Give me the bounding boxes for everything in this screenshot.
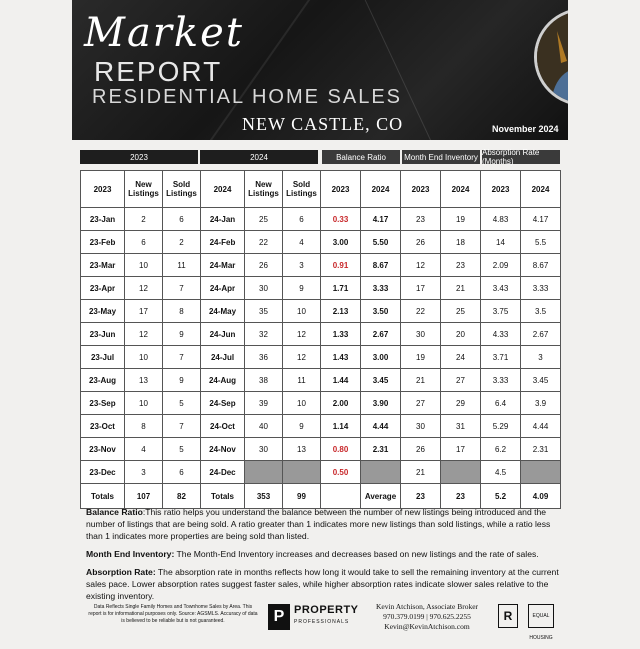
column-header-row bbox=[81, 171, 561, 208]
table-cell: 3.00 bbox=[361, 346, 401, 369]
totals-cell: 5.2 bbox=[481, 484, 521, 509]
table-cell: 5 bbox=[163, 438, 201, 461]
table-cell: 10 bbox=[283, 392, 321, 415]
note-balance-label: Balance Ratio bbox=[86, 507, 143, 517]
table-cell: 1.14 bbox=[321, 415, 361, 438]
table-cell: 10 bbox=[125, 392, 163, 415]
table-row bbox=[81, 208, 561, 231]
table-cell: 23-Jan bbox=[81, 208, 125, 231]
table-cell: 23-May bbox=[81, 300, 125, 323]
table-cell: 2.00 bbox=[321, 392, 361, 415]
table-cell: 24-Sep bbox=[201, 392, 245, 415]
table-cell: 4.83 bbox=[481, 208, 521, 231]
table-cell: 35 bbox=[245, 300, 283, 323]
table-cell: 7 bbox=[163, 346, 201, 369]
table-cell: 3 bbox=[125, 461, 163, 484]
note-absorption-label: Absorption Rate: bbox=[86, 567, 156, 577]
table-cell: 3 bbox=[521, 346, 561, 369]
table-cell: 1.33 bbox=[321, 323, 361, 346]
table-row bbox=[81, 254, 561, 277]
equal-housing-icon: EQUAL HOUSING bbox=[528, 604, 554, 628]
table-cell: 2.09 bbox=[481, 254, 521, 277]
script-title: Market bbox=[84, 10, 244, 56]
note-inventory-text: The Month-End Inventory increases and decreases based on new listings and the rate of sales. bbox=[174, 549, 539, 559]
table-cell: 4.33 bbox=[481, 323, 521, 346]
table-cell: 23-Jul bbox=[81, 346, 125, 369]
table-cell: 23-Sep bbox=[81, 392, 125, 415]
table-cell: 8.67 bbox=[361, 254, 401, 277]
column-header: Sold Listings bbox=[283, 171, 321, 208]
column-header: 2023 bbox=[321, 171, 361, 208]
table-cell: 3.45 bbox=[521, 369, 561, 392]
table-cell: 25 bbox=[245, 208, 283, 231]
table-cell: 3.75 bbox=[481, 300, 521, 323]
table-row bbox=[81, 392, 561, 415]
table-row bbox=[81, 415, 561, 438]
table-row bbox=[81, 369, 561, 392]
footer bbox=[80, 600, 560, 640]
table-row bbox=[81, 300, 561, 323]
table-row bbox=[81, 438, 561, 461]
table-cell: 9 bbox=[163, 369, 201, 392]
table-cell: 9 bbox=[283, 277, 321, 300]
table-cell: 12 bbox=[125, 323, 163, 346]
table-cell: 30 bbox=[245, 277, 283, 300]
table-cell: 1.71 bbox=[321, 277, 361, 300]
column-header: 2024 bbox=[441, 171, 481, 208]
notes-section bbox=[86, 506, 566, 608]
report-subtitle: RESIDENTIAL HOME SALES bbox=[92, 86, 402, 108]
table-cell: 11 bbox=[163, 254, 201, 277]
table-cell: 39 bbox=[245, 392, 283, 415]
table-cell: 2 bbox=[163, 231, 201, 254]
report-title: REPORT bbox=[94, 56, 223, 87]
table-cell: 24-Oct bbox=[201, 415, 245, 438]
table-cell: 10 bbox=[125, 346, 163, 369]
table-cell: 4.44 bbox=[521, 415, 561, 438]
table-cell: 6 bbox=[163, 461, 201, 484]
totals-cell: 353 bbox=[245, 484, 283, 509]
group-header-inventory: Month End Inventory bbox=[402, 150, 480, 164]
table-row bbox=[81, 277, 561, 300]
table-cell: 3.33 bbox=[361, 277, 401, 300]
totals-cell: 99 bbox=[283, 484, 321, 509]
table-cell: 22 bbox=[401, 300, 441, 323]
table-cell: 21 bbox=[441, 277, 481, 300]
table-cell: 5 bbox=[163, 392, 201, 415]
note-absorption bbox=[86, 566, 566, 602]
table-cell: 23-Nov bbox=[81, 438, 125, 461]
table-cell: 12 bbox=[401, 254, 441, 277]
table-cell: 24-Jan bbox=[201, 208, 245, 231]
table-cell: 0.80 bbox=[321, 438, 361, 461]
totals-cell: Totals bbox=[201, 484, 245, 509]
column-header: 2024 bbox=[521, 171, 561, 208]
table-cell: 20 bbox=[441, 323, 481, 346]
table-cell: 3.33 bbox=[481, 369, 521, 392]
column-header: Sold Listings bbox=[163, 171, 201, 208]
agent-name: Kevin Atchison, Associate Broker bbox=[375, 602, 479, 611]
table-cell: 11 bbox=[283, 369, 321, 392]
table-cell: 24-Jun bbox=[201, 323, 245, 346]
table-cell: 4.44 bbox=[361, 415, 401, 438]
column-header: 2023 bbox=[81, 171, 125, 208]
table-cell: 3.90 bbox=[361, 392, 401, 415]
group-header-2023: 2023 bbox=[80, 150, 198, 164]
table-cell: 25 bbox=[441, 300, 481, 323]
table-cell: 4.17 bbox=[521, 208, 561, 231]
table-cell: 30 bbox=[245, 438, 283, 461]
table-cell: 4.5 bbox=[481, 461, 521, 484]
table-cell bbox=[283, 461, 321, 484]
table-cell: 23 bbox=[401, 208, 441, 231]
table-cell: 6 bbox=[125, 231, 163, 254]
table-cell: 12 bbox=[283, 323, 321, 346]
table-cell: 24-Mar bbox=[201, 254, 245, 277]
table-cell: 3.43 bbox=[481, 277, 521, 300]
table-row bbox=[81, 231, 561, 254]
table-cell: 24-Nov bbox=[201, 438, 245, 461]
column-header: 2023 bbox=[401, 171, 441, 208]
totals-row bbox=[81, 484, 561, 509]
table-cell: 10 bbox=[125, 254, 163, 277]
disclaimer: Data Reflects Single Family Homes and Townhome Sales by Area. This report is for informational purposes only. Source: AGSMLS. Accuracy of data is believed to be reliable but is not guaranteed. bbox=[88, 604, 258, 624]
column-header: 2024 bbox=[201, 171, 245, 208]
table-cell: 3.71 bbox=[481, 346, 521, 369]
totals-cell bbox=[321, 484, 361, 509]
table-cell: 9 bbox=[283, 415, 321, 438]
table-cell: 3.33 bbox=[521, 277, 561, 300]
table-cell: 22 bbox=[245, 231, 283, 254]
table-cell bbox=[521, 461, 561, 484]
table-cell: 13 bbox=[283, 438, 321, 461]
table-cell: 23-Mar bbox=[81, 254, 125, 277]
agent-email[interactable]: Kevin@KevinAtchison.com bbox=[384, 622, 470, 631]
table-cell: 23-Oct bbox=[81, 415, 125, 438]
table-cell: 26 bbox=[401, 438, 441, 461]
table-cell: 26 bbox=[401, 231, 441, 254]
agent-photo bbox=[534, 8, 568, 106]
table-cell: 6.4 bbox=[481, 392, 521, 415]
table-cell: 24-Feb bbox=[201, 231, 245, 254]
table-cell: 1.44 bbox=[321, 369, 361, 392]
totals-cell: 107 bbox=[125, 484, 163, 509]
table-cell: 32 bbox=[245, 323, 283, 346]
brokerage-sub: PROFESSIONALS bbox=[294, 619, 350, 625]
data-table bbox=[80, 170, 561, 509]
table-cell bbox=[245, 461, 283, 484]
totals-cell: 23 bbox=[441, 484, 481, 509]
table-cell bbox=[441, 461, 481, 484]
table-cell: 3 bbox=[283, 254, 321, 277]
table-cell: 9 bbox=[163, 323, 201, 346]
table-cell: 38 bbox=[245, 369, 283, 392]
header-banner bbox=[72, 0, 568, 140]
table-cell: 31 bbox=[441, 415, 481, 438]
group-header-absorption: Absorption Rate (Months) bbox=[482, 150, 560, 164]
brokerage-name: PROPERTY bbox=[294, 604, 359, 616]
brokerage-logo-icon: P bbox=[268, 604, 290, 630]
table-cell: 26 bbox=[245, 254, 283, 277]
realtor-icon: R bbox=[498, 604, 518, 628]
report-month: November 2024 bbox=[492, 124, 559, 134]
group-header-2024: 2024 bbox=[200, 150, 318, 164]
table-cell: 23-Apr bbox=[81, 277, 125, 300]
table-cell: 1.43 bbox=[321, 346, 361, 369]
note-balance bbox=[86, 506, 566, 542]
column-header: 2024 bbox=[361, 171, 401, 208]
table-cell: 0.33 bbox=[321, 208, 361, 231]
table-row bbox=[81, 461, 561, 484]
table-cell: 29 bbox=[441, 392, 481, 415]
table-cell: 2.31 bbox=[521, 438, 561, 461]
agent-phones: 970.379.0199 | 970.625.2255 bbox=[383, 612, 471, 621]
table-cell: 4.17 bbox=[361, 208, 401, 231]
table-cell: 19 bbox=[401, 346, 441, 369]
table-cell: 10 bbox=[283, 300, 321, 323]
table-cell: 21 bbox=[401, 369, 441, 392]
column-header: 2023 bbox=[481, 171, 521, 208]
table-cell: 23-Dec bbox=[81, 461, 125, 484]
table-cell: 0.91 bbox=[321, 254, 361, 277]
agent-portrait-icon bbox=[537, 11, 568, 103]
table-cell: 13 bbox=[125, 369, 163, 392]
table-cell: 5.50 bbox=[361, 231, 401, 254]
table-cell: 40 bbox=[245, 415, 283, 438]
table-cell: 4 bbox=[283, 231, 321, 254]
city-title: NEW CASTLE, CO bbox=[242, 114, 404, 134]
table-cell: 7 bbox=[163, 277, 201, 300]
table-cell: 36 bbox=[245, 346, 283, 369]
column-header: New Listings bbox=[125, 171, 163, 208]
table-cell: 8 bbox=[125, 415, 163, 438]
table-cell: 27 bbox=[401, 392, 441, 415]
table-cell: 27 bbox=[441, 369, 481, 392]
table-cell: 17 bbox=[441, 438, 481, 461]
table-cell: 24 bbox=[441, 346, 481, 369]
table-cell: 6 bbox=[163, 208, 201, 231]
note-inventory bbox=[86, 548, 566, 560]
table-cell: 30 bbox=[401, 415, 441, 438]
table-cell: 17 bbox=[401, 277, 441, 300]
table-cell: 7 bbox=[163, 415, 201, 438]
agent-contact bbox=[368, 602, 486, 632]
table-row bbox=[81, 346, 561, 369]
table-cell: 24-Apr bbox=[201, 277, 245, 300]
note-inventory-label: Month End Inventory: bbox=[86, 549, 175, 559]
table-cell: 24-Jul bbox=[201, 346, 245, 369]
table-cell: 3.45 bbox=[361, 369, 401, 392]
table-cell: 2.67 bbox=[521, 323, 561, 346]
table-cell: 2.13 bbox=[321, 300, 361, 323]
table-cell: 6 bbox=[283, 208, 321, 231]
table-cell: 30 bbox=[401, 323, 441, 346]
table-cell: 5.29 bbox=[481, 415, 521, 438]
totals-cell: Average bbox=[361, 484, 401, 509]
table-cell bbox=[361, 461, 401, 484]
table-cell: 18 bbox=[441, 231, 481, 254]
table-cell: 23-Aug bbox=[81, 369, 125, 392]
table-cell: 4 bbox=[125, 438, 163, 461]
table-cell: 3.50 bbox=[361, 300, 401, 323]
table-row bbox=[81, 323, 561, 346]
table-cell: 6.2 bbox=[481, 438, 521, 461]
table-cell: 8 bbox=[163, 300, 201, 323]
table-cell: 21 bbox=[401, 461, 441, 484]
table-cell: 0.50 bbox=[321, 461, 361, 484]
table-cell: 12 bbox=[125, 277, 163, 300]
table-cell: 5.5 bbox=[521, 231, 561, 254]
table-cell: 24-May bbox=[201, 300, 245, 323]
table-cell: 23-Jun bbox=[81, 323, 125, 346]
table-cell: 2.31 bbox=[361, 438, 401, 461]
table-cell: 3.9 bbox=[521, 392, 561, 415]
table-cell: 2.67 bbox=[361, 323, 401, 346]
table-cell: 14 bbox=[481, 231, 521, 254]
totals-cell: 82 bbox=[163, 484, 201, 509]
table-cell: 24-Dec bbox=[201, 461, 245, 484]
column-header: New Listings bbox=[245, 171, 283, 208]
totals-cell: Totals bbox=[81, 484, 125, 509]
totals-cell: 23 bbox=[401, 484, 441, 509]
table-cell: 2 bbox=[125, 208, 163, 231]
note-absorption-text: The absorption rate in months reflects how long it would take to sell the remaining inventory at the current sales pace. Lower absorption rates suggest faster sales, while higher absorption rates indicate slower sales relative to the existing inventory. bbox=[86, 567, 559, 601]
table-cell: 3.00 bbox=[321, 231, 361, 254]
table-cell: 19 bbox=[441, 208, 481, 231]
table-cell: 8.67 bbox=[521, 254, 561, 277]
table-cell: 3.5 bbox=[521, 300, 561, 323]
totals-cell: 4.09 bbox=[521, 484, 561, 509]
table-cell: 23 bbox=[441, 254, 481, 277]
table-cell: 23-Feb bbox=[81, 231, 125, 254]
table-cell: 17 bbox=[125, 300, 163, 323]
note-balance-text: :This ratio helps you understand the balance between the number of new listings being introduced and the number of listings that are being sold. A ratio greater than 1 indicates more new listings than sold listings, while a ratio less than 1 indicates more properties are being sold than listed. bbox=[86, 507, 551, 541]
table-cell: 24-Aug bbox=[201, 369, 245, 392]
table-body bbox=[81, 208, 561, 509]
table-cell: 12 bbox=[283, 346, 321, 369]
group-header-balance: Balance Ratio bbox=[322, 150, 400, 164]
